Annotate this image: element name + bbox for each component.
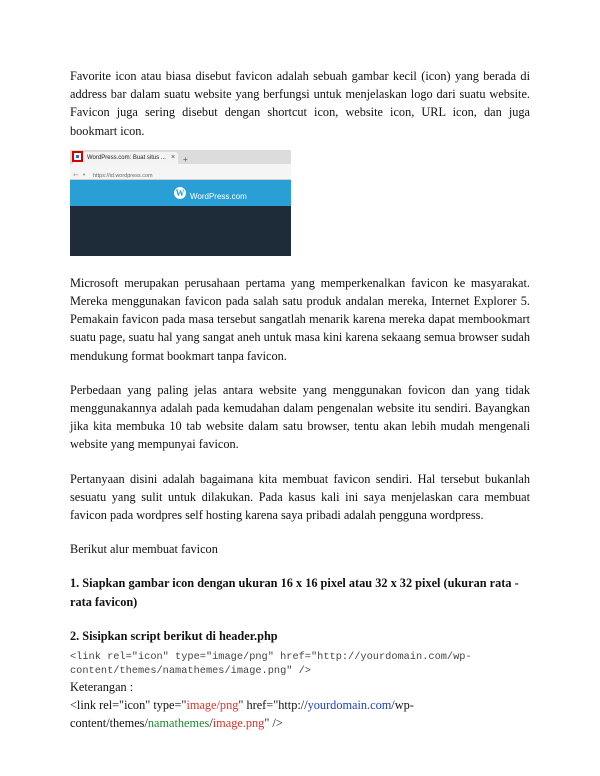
browser-address-bar xyxy=(70,164,291,180)
new-tab-icon: + xyxy=(183,154,188,164)
paragraph-intro: Favorite icon atau biasa disebut favicon adalah sebuah gambar kecil (icon) yang berada di address bar dalam suatu website yang berfungsi untuk menjelaskan logo dari suatu website. Favicon juga sering disebut dengan shortcut icon, website icon, URL icon, dan juga bookmart icon. xyxy=(70,69,530,138)
paragraph-perbedaan: Perbedaan yang paling jelas antara website yang menggunakan fovicon dan yang tidak menggunakannya adalah pada kemudahan dalam pengenalan website itu sendiri. Bayangkan jika kita membuka 10 tab website dalam satu browser, tentu akan lebih mudah mengenali website yang mempunyai favicon. xyxy=(70,382,530,452)
lock-icon: • xyxy=(82,170,87,179)
back-arrow-icon: ← xyxy=(73,170,79,179)
browser-tab-bar xyxy=(70,150,291,164)
paragraph-pertanyaan: Pertanyaan disini adalah bagaimana kita membuat favicon sendiri. Hal tersebut bukanlah sesuatu yang sulit untuk dilakukan. Pada kasus kali ini saya menjelaskan cara membuat favicon pada wordpres self hosting karena saya pribadi adalah pengguna wordpress. xyxy=(70,471,530,523)
wordpress-brand-text: WordPress.com xyxy=(190,191,247,201)
browser-tab xyxy=(73,152,178,164)
browser-screenshot-image xyxy=(70,150,291,256)
annotated-code-line-2: content/themes/namathemes/image.png" /> xyxy=(70,716,283,731)
paragraph-microsoft: Microsoft merupakan perusahaan pertama yang memperkenalkan favicon ke masyarakat. Mereka menggunakan favicon pada salah satu produk andalan mereka, Internet Explorer 5. Pemakain favicon pada masa tersebut sangatlah menarik karena mereka dapat membookmart suatu page, suatu hal yang sangat aneh untuk masa kini karena sekaang semua browser sudah mendukung format bookmart tanpa favicon. xyxy=(70,275,530,363)
code-snippet xyxy=(70,651,530,678)
wordpress-logo-icon: W xyxy=(175,187,185,198)
address-url: https://id.wordpress.com xyxy=(93,172,153,179)
favicon-highlight-box xyxy=(72,151,83,162)
step-1-heading: 1. Siapkan gambar icon dengan ukuran 16 x 16 pixel atau 32 x 32 pixel (ukuran rata - rata favicon) xyxy=(70,576,519,609)
annotated-code-line-1: <link rel="icon" type="image/png" href="http://yourdomain.com/wp- xyxy=(70,698,414,713)
paragraph-alur: Berikut alur membuat favicon xyxy=(70,542,218,557)
code-line-1: <link rel="icon" type="image/png" href="http://yourdomain.com/wp- xyxy=(70,651,472,664)
tab-title: WordPress.com: Buat situs ... xyxy=(87,154,166,161)
favicon-icon xyxy=(76,155,79,158)
wordpress-hero-background xyxy=(70,206,291,256)
step-2-heading: 2. Sisipkan script berikut di header.php xyxy=(70,628,278,643)
document-content xyxy=(70,67,530,733)
code-line-2: content/themes/namathemes/image.png" /> xyxy=(70,664,311,677)
keterangan-label: Keterangan : xyxy=(70,680,134,695)
close-icon: × xyxy=(171,153,176,161)
